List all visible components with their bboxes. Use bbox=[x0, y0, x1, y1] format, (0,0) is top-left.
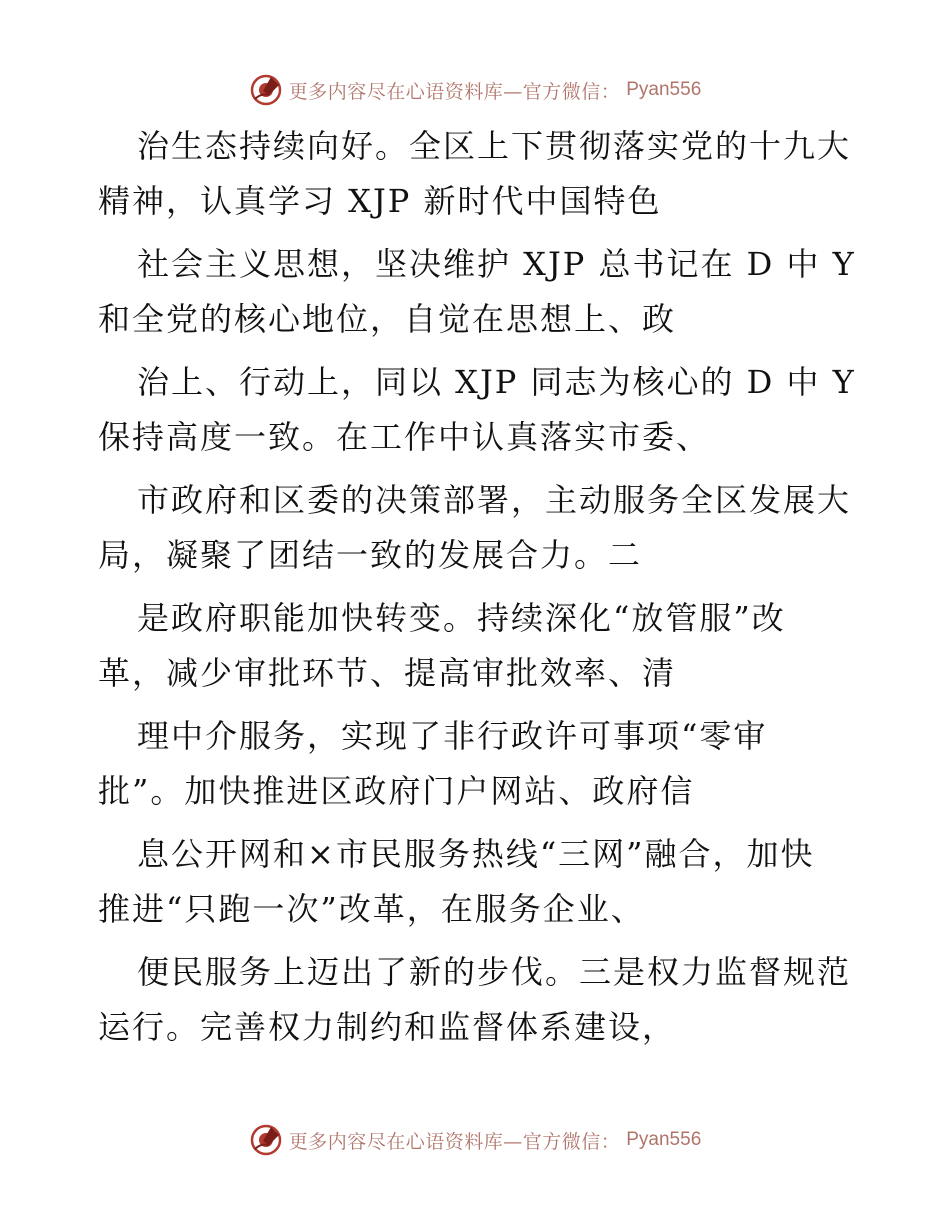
footer-watermark-contact: Pyan556 bbox=[626, 1129, 702, 1150]
text-line: 治生态持续向好。全区上下贯彻落实党的十九大 bbox=[137, 127, 852, 165]
text-line: 精神，认真学习 XJP 新时代中国特色 bbox=[98, 182, 662, 220]
text-line: 社会主义思想，坚决维护 XJP 总书记在 D 中 Y bbox=[137, 245, 856, 283]
text-line: 局，凝聚了团结一致的发展合力。二 bbox=[98, 536, 643, 574]
text-line: 和全党的核心地位，自觉在思想上、政 bbox=[98, 300, 677, 338]
text-line: 息公开网和×市民服务热线“三网”融合，加快 bbox=[137, 835, 815, 873]
text-line: 革，减少审批环节、提高审批效率、清 bbox=[98, 654, 677, 692]
text-line: 批”。加快推进区政府门户网站、政府信 bbox=[98, 772, 695, 810]
brand-logo-icon bbox=[249, 73, 283, 107]
text-line: 运行。完善权力制约和监督体系建设， bbox=[98, 1008, 677, 1046]
header-watermark-text: 更多内容尽在心语资料库—官方微信： bbox=[288, 80, 621, 103]
text-line: 是政府职能加快转变。持续深化“放管服”改 bbox=[137, 599, 786, 637]
text-line: 市政府和区委的决策部署，主动服务全区发展大 bbox=[137, 481, 852, 519]
text-line: 保持高度一致。在工作中认真落实市委、 bbox=[98, 418, 711, 456]
text-line: 推进“只跑一次”改革，在服务企业、 bbox=[98, 890, 645, 928]
brand-logo-icon bbox=[249, 1123, 283, 1157]
text-line: 便民服务上迈出了新的步伐。三是权力监督规范 bbox=[137, 953, 852, 991]
header-watermark-contact: Pyan556 bbox=[626, 79, 702, 100]
footer-watermark-banner bbox=[0, 1120, 950, 1160]
footer-watermark-text: 更多内容尽在心语资料库—官方微信： bbox=[288, 1130, 621, 1153]
header-watermark-banner bbox=[0, 70, 950, 110]
text-line: 理中介服务，实现了非行政许可事项“零审 bbox=[137, 717, 768, 755]
text-line: 治上、行动上，同以 XJP 同志为核心的 D 中 Y bbox=[137, 363, 856, 401]
